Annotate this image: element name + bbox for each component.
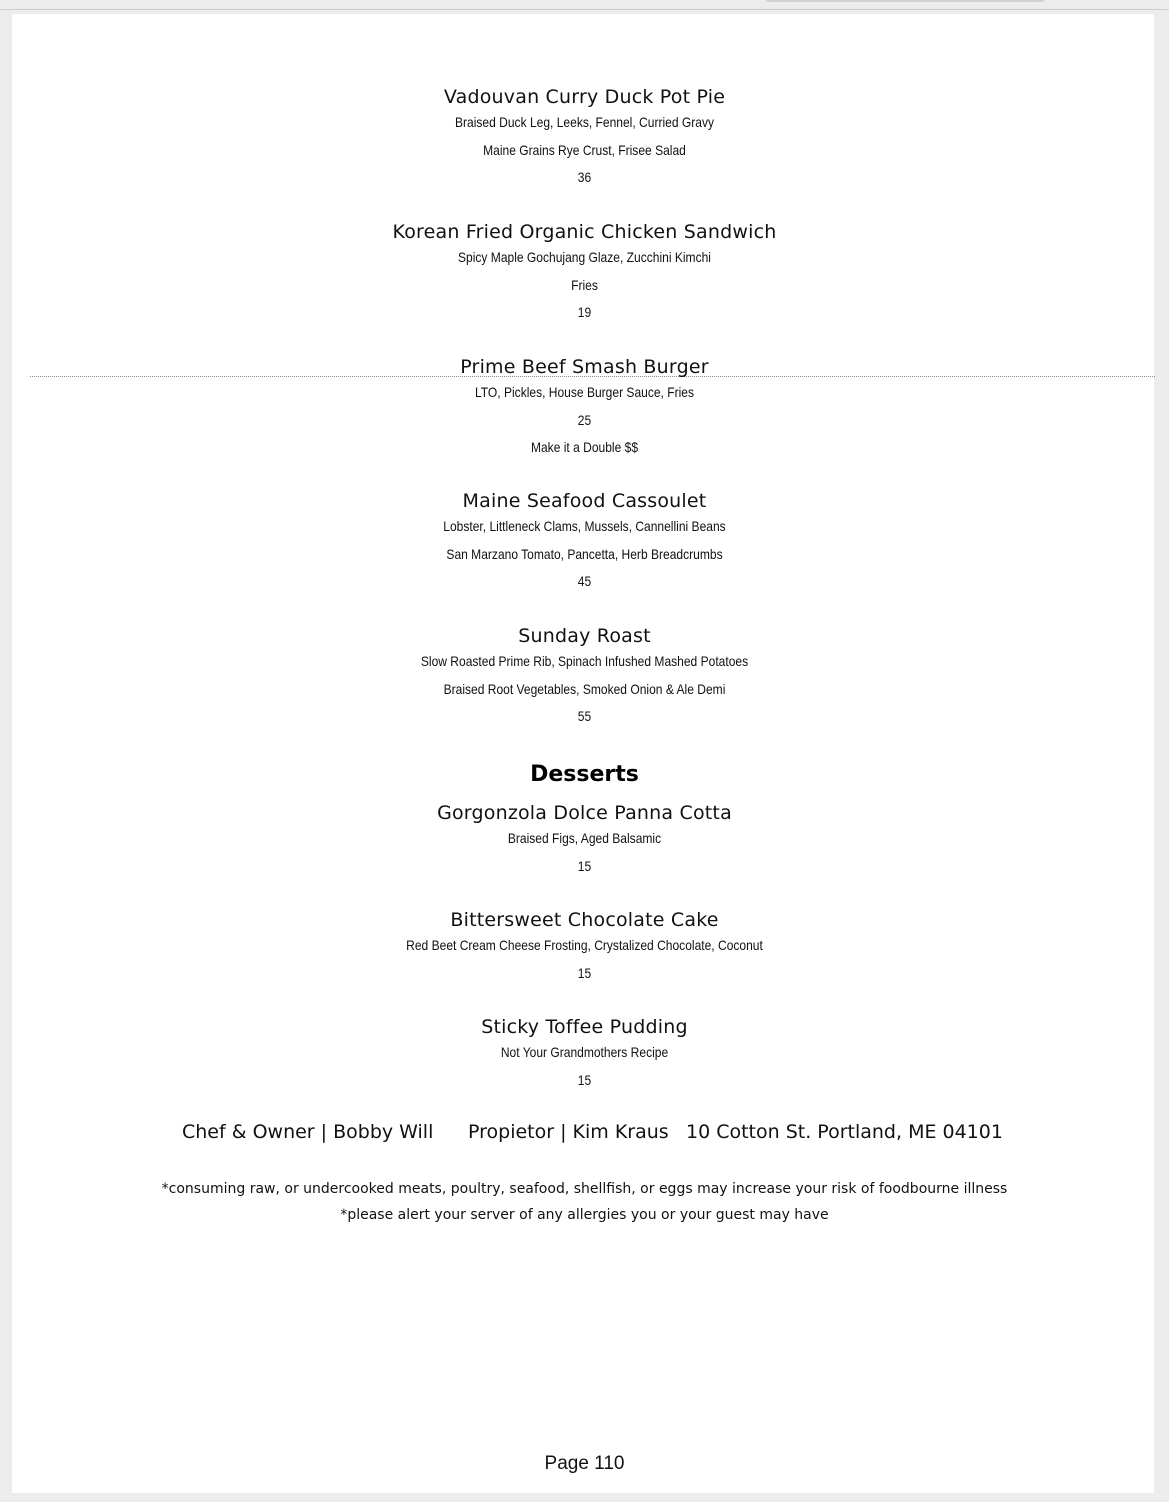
dish-name: Vadouvan Curry Duck Pot Pie	[443, 86, 726, 108]
dish-description: Braised Root Vegetables, Smoked Onion & Ale Demi	[443, 680, 726, 697]
address-text: 10 Cotton St. Portland, ME 04101	[686, 1121, 1003, 1143]
menu-item	[0, 801, 1169, 880]
dish-price: 15	[577, 1071, 592, 1088]
desserts-title: Desserts	[530, 762, 639, 787]
menu-item	[0, 489, 1169, 596]
page-number: Page 110	[544, 1453, 625, 1474]
section-heading	[0, 761, 1169, 789]
dish-description: San Marzano Tomato, Pancetta, Herb Breadcrumbs	[446, 545, 723, 562]
dish-price: 15	[577, 964, 592, 981]
menu-item	[0, 220, 1169, 327]
dish-name: Maine Seafood Cassoulet	[462, 490, 707, 512]
menu-item	[0, 908, 1169, 987]
dish-name: Bittersweet Chocolate Cake	[450, 909, 719, 931]
dish-price: 25	[577, 411, 592, 428]
dish-name: Gorgonzola Dolce Panna Cotta	[437, 802, 732, 824]
dish-name: Prime Beef Smash Burger	[460, 356, 709, 378]
dish-description: Lobster, Littleneck Clams, Mussels, Cannellini Beans	[443, 518, 726, 534]
menu-item	[0, 1015, 1169, 1094]
dish-description: Not Your Grandmothers Recipe	[500, 1044, 669, 1060]
dish-description: Red Beet Cream Cheese Frosting, Crystalized Chocolate, Coconut	[406, 937, 763, 953]
dish-name: Sticky Toffee Pudding	[481, 1016, 688, 1038]
proprietor-text: Propietor | Kim Kraus	[468, 1121, 669, 1143]
menu-item	[0, 624, 1169, 731]
disclaimer-allergies: *please alert your server of any allergies you or your guest may have	[340, 1207, 829, 1223]
disclaimer-raw-food: *consuming raw, or undercooked meats, poultry, seafood, shellfish, or eggs may increase your risk of foodbourne illness	[161, 1181, 1008, 1197]
dish-price: 36	[577, 169, 592, 185]
menu-item	[0, 355, 1169, 462]
dish-upgrade: Make it a Double $$	[530, 439, 639, 455]
toolbar-field[interactable]	[766, 0, 1044, 2]
menu-item	[0, 85, 1169, 192]
dish-price: 15	[577, 857, 592, 874]
dish-description: Braised Duck Leg, Leeks, Fennel, Curried Gravy	[455, 114, 714, 130]
dish-description: Slow Roasted Prime Rib, Spinach Infushed Mashed Potatoes	[420, 653, 749, 669]
dish-price: 55	[577, 708, 592, 724]
dish-description: LTO, Pickles, House Burger Sauce, Fries	[474, 384, 695, 400]
dish-name: Korean Fried Organic Chicken Sandwich	[392, 221, 777, 243]
dish-price: 19	[577, 304, 592, 320]
dish-description: Braised Figs, Aged Balsamic	[507, 830, 662, 846]
dish-description: Maine Grains Rye Crust, Frisee Salad	[483, 141, 686, 158]
dish-name: Sunday Roast	[518, 625, 651, 647]
dish-price: 45	[577, 573, 592, 589]
dish-description: Spicy Maple Gochujang Glaze, Zucchini Kimchi	[458, 249, 711, 265]
dish-description: Fries	[571, 276, 598, 293]
chef-owner-text: Chef & Owner | Bobby Will	[182, 1121, 434, 1143]
footer-contacts	[0, 1121, 1169, 1147]
viewer-toolbar	[0, 0, 1169, 10]
